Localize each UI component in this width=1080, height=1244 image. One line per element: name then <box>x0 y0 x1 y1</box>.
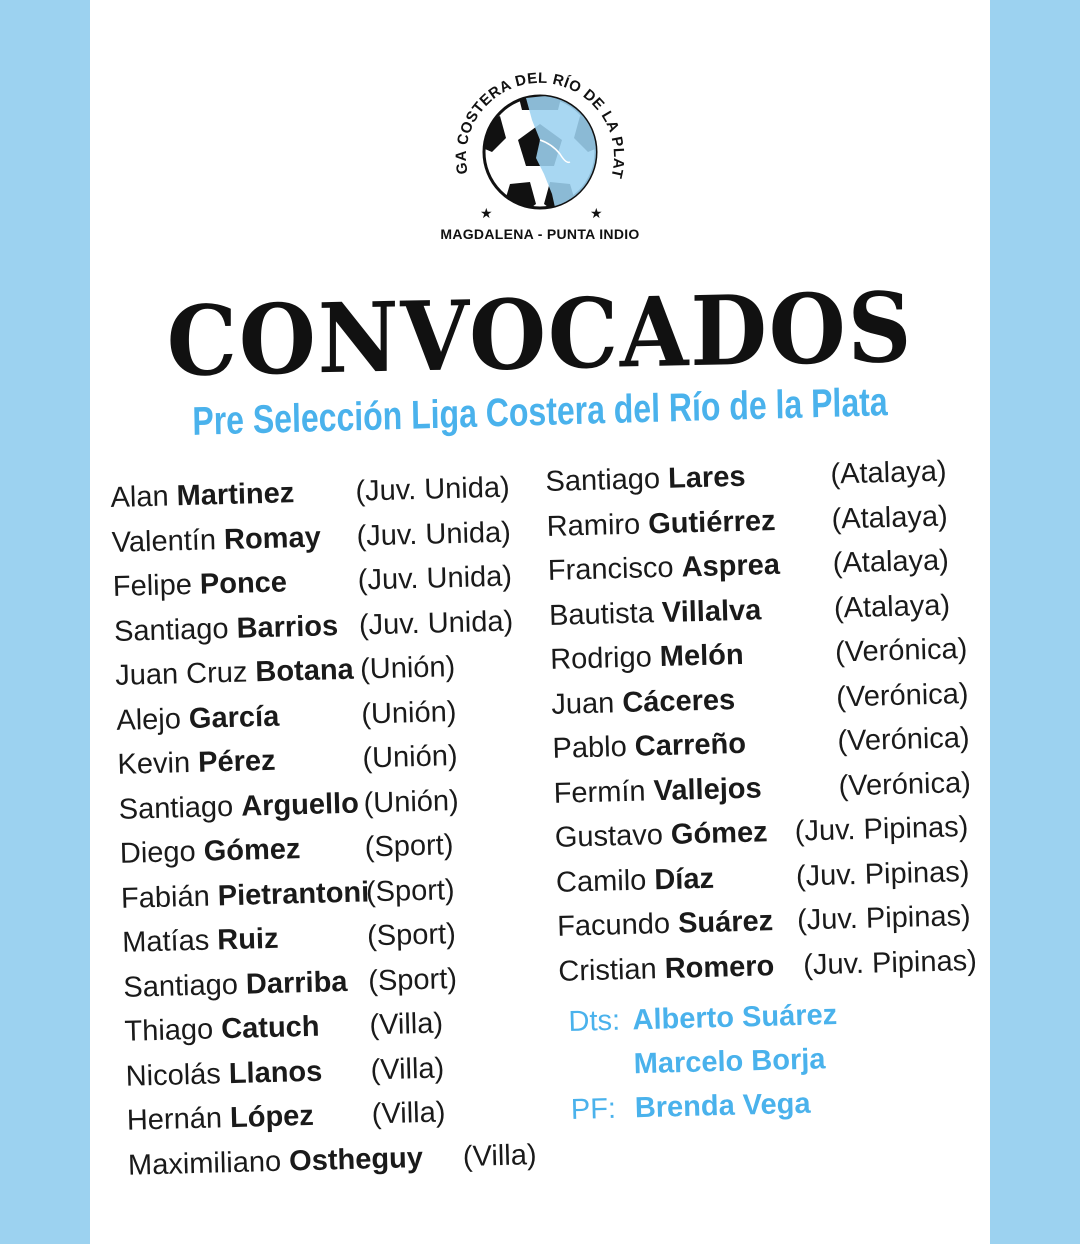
player-club: (Atalaya) <box>832 544 950 580</box>
player-last-name: Asprea <box>681 548 781 584</box>
list-item <box>548 588 951 637</box>
player-first-name: Fabián <box>120 880 211 915</box>
list-item <box>114 651 456 698</box>
player-club: (Verónica) <box>838 766 972 802</box>
player-club: (Sport) <box>364 829 454 864</box>
player-first-name: Ramiro <box>546 508 641 543</box>
list-item <box>570 1087 811 1132</box>
list-item <box>568 998 838 1044</box>
list-item <box>556 900 972 949</box>
list-item <box>119 829 454 876</box>
player-first-name: Fermín <box>553 774 646 810</box>
player-last-name: Gómez <box>203 833 301 868</box>
pf-label: PF: <box>570 1092 617 1126</box>
player-first-name: Facundo <box>556 907 671 943</box>
player-last-name: López <box>229 1099 315 1135</box>
player-club: (Sport) <box>366 918 457 953</box>
list-item <box>550 677 969 726</box>
player-last-name: Pérez <box>197 744 276 779</box>
list-item <box>126 1096 446 1143</box>
page-subtitle: Pre Selección Liga Costera del Río de la Plata <box>191 380 888 444</box>
player-first-name: Valentín <box>111 523 217 559</box>
player-first-name: Cristian <box>557 952 658 988</box>
svg-text:★: ★ <box>480 206 493 222</box>
player-club: (Juv. Pipinas) <box>802 944 978 981</box>
list-item <box>111 516 512 564</box>
player-first-name: Gustavo <box>554 819 664 854</box>
player-last-name: Carreño <box>634 727 747 763</box>
player-last-name: Barrios <box>236 609 339 645</box>
page-title: CONVOCADOS <box>166 270 914 399</box>
list-item <box>552 721 971 771</box>
player-club: (Verónica) <box>837 721 971 758</box>
player-first-name: Rodrigo <box>549 641 653 676</box>
player-first-name: Kevin <box>117 747 191 781</box>
player-first-name: Felipe <box>112 568 193 603</box>
player-club: (Juv. Unida) <box>358 605 514 642</box>
player-first-name: Pablo <box>552 730 628 765</box>
player-first-name: Santiago <box>545 463 661 498</box>
player-club: (Juv. Pipinas) <box>795 855 970 893</box>
player-last-name: Ostheguy <box>288 1141 424 1178</box>
player-last-name: Pietrantoni <box>217 875 370 912</box>
player-last-name: Darriba <box>245 965 348 1001</box>
player-first-name: Santiago <box>122 968 239 1004</box>
player-last-name: Suárez <box>677 905 774 940</box>
player-club: (Juv. Pipinas) <box>796 900 972 937</box>
player-first-name: Thiago <box>124 1013 214 1048</box>
player-last-name: Ponce <box>199 566 288 601</box>
player-last-name: Melón <box>659 638 744 674</box>
league-logo <box>434 41 640 254</box>
player-first-name: Matías <box>121 924 210 959</box>
list-item <box>113 605 514 653</box>
dts-label: Dts: <box>568 1004 621 1038</box>
player-last-name: Martinez <box>176 477 295 513</box>
player-club: (Villa) <box>370 1051 445 1086</box>
right-stripe <box>990 0 1080 1244</box>
player-first-name: Diego <box>119 835 197 870</box>
player-last-name: Botana <box>255 653 355 689</box>
list-item <box>110 471 511 520</box>
list-item <box>112 560 513 609</box>
list-item <box>124 1007 444 1054</box>
player-club: (Sport) <box>367 962 458 997</box>
dt-name: Marcelo Borja <box>633 1043 826 1081</box>
player-first-name: Santiago <box>118 790 234 826</box>
logo-city-text: MAGDALENA - PUNTA INDIO <box>440 226 640 242</box>
player-club: (Juv. Unida) <box>355 471 511 508</box>
player-last-name: Villalva <box>661 593 762 629</box>
list-item <box>555 855 970 904</box>
player-last-name: Ruiz <box>216 922 279 957</box>
logo-arc-text: LIGA COSTERA DEL RÍO DE LA PLATA <box>434 41 628 180</box>
player-last-name: Llanos <box>228 1055 323 1090</box>
player-last-name: Gómez <box>670 816 768 851</box>
list-item <box>553 766 972 815</box>
list-item <box>127 1138 537 1187</box>
soccer-ball-map-icon <box>434 41 640 254</box>
list-item <box>545 455 947 504</box>
player-club: (Unión) <box>360 695 457 730</box>
list-item <box>554 811 969 860</box>
list-item <box>125 1051 445 1098</box>
list-item <box>547 544 950 593</box>
player-last-name: Arguello <box>240 787 360 823</box>
player-club: (Verónica) <box>834 633 968 669</box>
player-club: (Juv. Unida) <box>357 560 513 597</box>
player-club: (Verónica) <box>835 677 969 713</box>
player-first-name: Juan Cruz <box>114 656 248 692</box>
list-item <box>121 918 457 965</box>
list-item <box>117 740 458 787</box>
list-item <box>115 695 457 742</box>
player-club: (Villa) <box>462 1138 537 1173</box>
pf-name: Brenda Vega <box>634 1087 811 1125</box>
player-first-name: Santiago <box>113 612 229 648</box>
list-item <box>122 962 458 1009</box>
list-item <box>569 1043 826 1088</box>
list-item <box>118 784 460 831</box>
player-first-name: Francisco <box>547 551 674 587</box>
player-club: (Atalaya) <box>830 455 947 491</box>
player-club: (Atalaya) <box>831 499 949 536</box>
player-last-name: Lares <box>667 460 746 495</box>
player-last-name: García <box>188 700 280 735</box>
player-club: (Unión) <box>363 784 460 819</box>
player-first-name: Maximiliano <box>127 1145 282 1182</box>
player-club: (Villa) <box>369 1007 444 1042</box>
player-club: (Unión) <box>362 740 458 775</box>
player-club: (Juv. Unida) <box>356 516 512 553</box>
player-last-name: Díaz <box>653 862 715 896</box>
player-club: (Sport) <box>365 873 456 908</box>
players-right-list <box>545 455 978 994</box>
player-last-name: Romay <box>223 521 322 556</box>
player-first-name: Juan <box>550 686 615 721</box>
player-first-name: Alejo <box>115 702 182 737</box>
list-item <box>549 633 968 682</box>
staff-block <box>568 998 838 1132</box>
svg-text:★: ★ <box>590 206 603 222</box>
player-first-name: Alan <box>110 480 170 514</box>
player-first-name: Bautista <box>548 596 655 632</box>
list-item <box>120 873 456 920</box>
player-first-name: Hernán <box>126 1102 223 1137</box>
dt-name: Alberto Suárez <box>632 998 838 1037</box>
left-stripe <box>0 0 90 1244</box>
player-last-name: Romero <box>664 949 775 985</box>
player-last-name: Cáceres <box>621 683 736 719</box>
player-club: (Villa) <box>371 1096 446 1131</box>
player-first-name: Camilo <box>555 863 647 899</box>
player-club: (Unión) <box>359 651 456 686</box>
player-last-name: Vallejos <box>653 771 762 807</box>
list-item <box>546 499 949 548</box>
list-item <box>557 944 978 993</box>
player-club: (Atalaya) <box>833 588 951 624</box>
player-last-name: Catuch <box>220 1010 320 1046</box>
player-club: (Juv. Pipinas) <box>794 811 969 848</box>
player-first-name: Nicolás <box>125 1057 222 1093</box>
player-last-name: Gutiérrez <box>647 504 776 540</box>
players-left-list <box>110 471 537 1188</box>
